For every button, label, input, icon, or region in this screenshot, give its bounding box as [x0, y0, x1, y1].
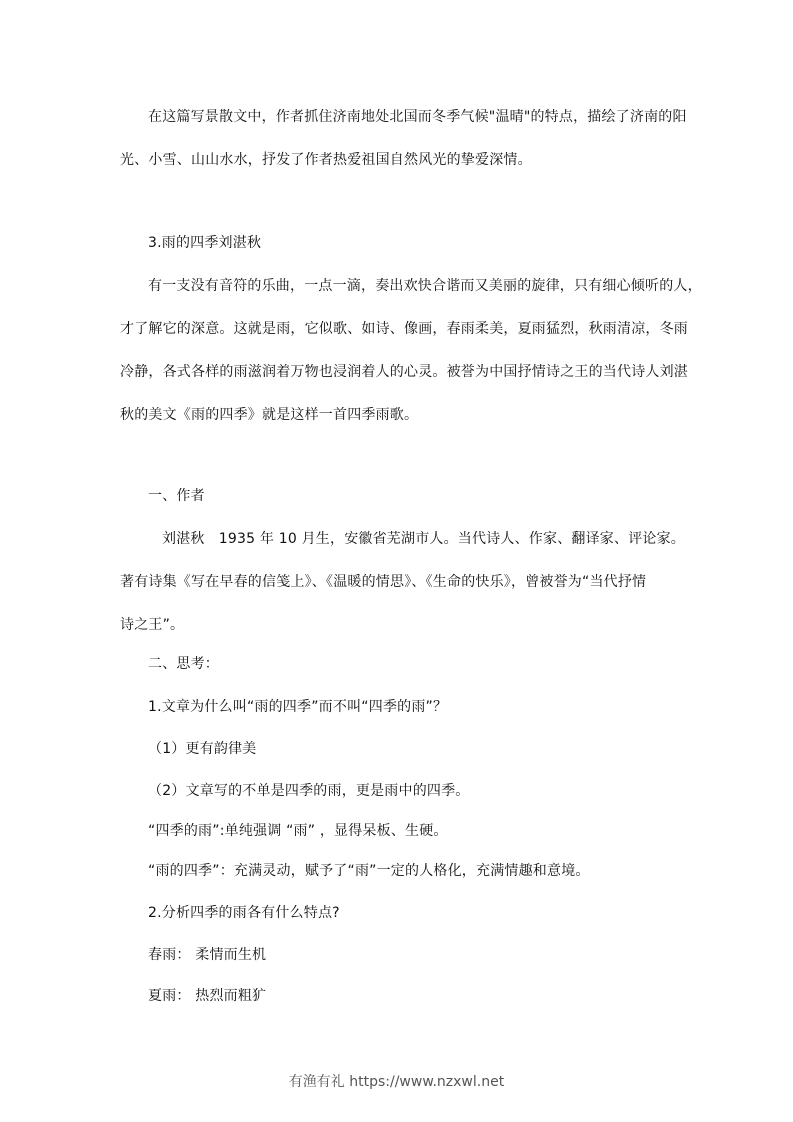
answer-1-2: （2）文章写的不单是四季的雨，更是雨中的四季。 [148, 783, 470, 799]
paragraph-rain-line-1: 有一支没有音符的乐曲，一点一滴，奏出欢快合谐而又美丽的旋律，只有细心倾听的人， [148, 278, 702, 294]
spring-rain: 春雨： 柔情而生机 [148, 947, 267, 963]
paragraph-jinan-line-2: 光、小雪、山山水水，抒发了作者热爱祖国自然风光的挚爱深情。 [120, 152, 532, 168]
note-four-seasons-rain: “四季的雨”:单纯强调 “雨” ，显得呆板、生硬。 [148, 823, 448, 839]
paragraph-rain-line-4: 秋的美文《雨的四季》就是这样一首四季雨歌。 [120, 407, 419, 423]
question-2: 2.分析四季的雨各有什么特点? [148, 905, 340, 921]
heading-thinking: 二、思考： [148, 656, 219, 672]
author-line-1: 刘湛秋 1935 年 10 月生，安徽省芜湖市人。当代诗人、作家、翻译家、评论家。 [162, 531, 685, 547]
author-line-3: 诗之王”。 [120, 617, 185, 633]
note-rain-four-seasons: “雨的四季”：充满灵动，赋予了“雨”一定的人格化，充满情趣和意境。 [148, 863, 590, 879]
heading-author: 一、作者 [148, 488, 205, 504]
author-line-2: 著有诗集《写在早春的信笺上》、《温暖的情思》、《生命的快乐》，曾被誉为“当代抒情 [120, 574, 647, 590]
question-1: 1.文章为什么叫“雨的四季”而不叫“四季的雨”？ [148, 699, 448, 715]
summer-rain: 夏雨： 热烈而粗犷 [148, 988, 267, 1004]
paragraph-rain-line-2: 才了解它的深意。这就是雨，它似歌、如诗、像画，春雨柔美，夏雨猛烈，秋雨清凉，冬雨 [120, 321, 688, 337]
paragraph-jinan-line-1: 在这篇写景散文中，作者抓住济南地处北国而冬季气候"温晴"的特点，描绘了济南的阳 [148, 109, 687, 125]
footer-watermark: 有渔有礼 https://www.nzxwl.net [288, 1074, 505, 1090]
paragraph-rain-line-3: 冷静，各式各样的雨滋润着万物也浸润着人的心灵。被誉为中国抒情诗之王的当代诗人刘湛 [120, 364, 688, 380]
answer-1-1: （1）更有韵律美 [148, 741, 257, 757]
section-title-rain: 3.雨的四季刘湛秋 [148, 235, 262, 251]
